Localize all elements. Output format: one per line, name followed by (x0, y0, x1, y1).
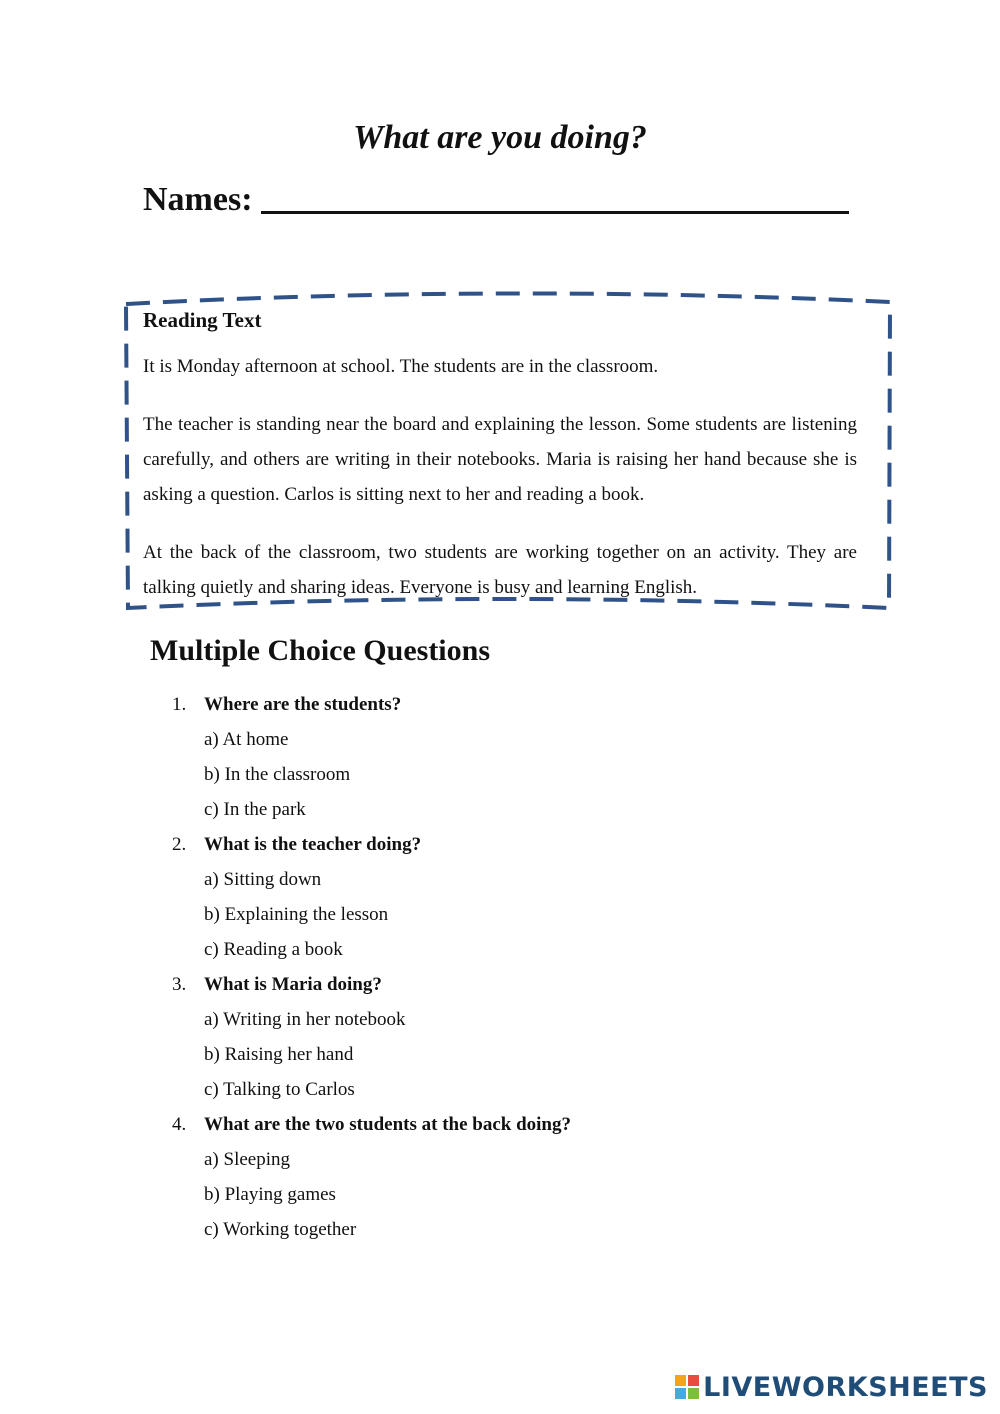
question-item (172, 827, 872, 967)
names-label: Names: (143, 181, 253, 218)
question-text: What is the teacher doing? (204, 834, 422, 855)
question-text: What is Maria doing? (204, 974, 382, 995)
question-list (172, 687, 872, 1247)
question-item (172, 967, 872, 1107)
liveworksheets-brand-text: LIVEWORKSHEETS (703, 1371, 988, 1403)
answer-option[interactable]: c) Working together (204, 1219, 357, 1240)
answer-option[interactable]: b) Playing games (204, 1184, 336, 1205)
question-text: Where are the students? (204, 694, 402, 715)
liveworksheets-logo-icon (675, 1375, 699, 1399)
page-title: What are you doing? (353, 119, 647, 156)
question-number: 4. (172, 1114, 187, 1135)
question-item (172, 1107, 872, 1247)
reading-paragraph: It is Monday afternoon at school. The students are in the classroom. (143, 356, 659, 377)
reading-text-section (143, 305, 857, 628)
answer-option[interactable]: a) At home (204, 729, 289, 750)
liveworksheets-logo (675, 1370, 988, 1404)
answer-option[interactable]: c) Talking to Carlos (204, 1079, 355, 1100)
mcq-heading: Multiple Choice Questions (150, 634, 491, 667)
answer-option[interactable]: a) Sitting down (204, 869, 322, 890)
question-text: What are the two students at the back doing? (204, 1114, 572, 1135)
names-field (143, 180, 849, 221)
names-blank-line (261, 207, 849, 214)
answer-option[interactable]: b) Explaining the lesson (204, 904, 389, 925)
reading-paragraph: The teacher is standing near the board and explaining the lesson. Some students are listening carefully, and others are writing in their notebooks. Maria is raising her hand because she is asking a question. Carlos is sitting next to her and reading a book. (143, 414, 857, 505)
answer-option[interactable]: c) In the park (204, 799, 306, 820)
question-item (172, 687, 872, 827)
reading-heading: Reading Text (143, 308, 262, 332)
question-number: 3. (172, 974, 187, 995)
answer-option[interactable]: b) Raising her hand (204, 1044, 354, 1065)
answer-option[interactable]: a) Writing in her notebook (204, 1009, 406, 1030)
answer-option[interactable]: b) In the classroom (204, 764, 351, 785)
question-number: 1. (172, 694, 187, 715)
answer-option[interactable]: c) Reading a book (204, 939, 343, 960)
reading-paragraph: At the back of the classroom, two students are working together on an activity. They are talking quietly and sharing ideas. Everyone is busy and learning English. (143, 542, 857, 598)
answer-option[interactable]: a) Sleeping (204, 1149, 291, 1170)
question-number: 2. (172, 834, 187, 855)
